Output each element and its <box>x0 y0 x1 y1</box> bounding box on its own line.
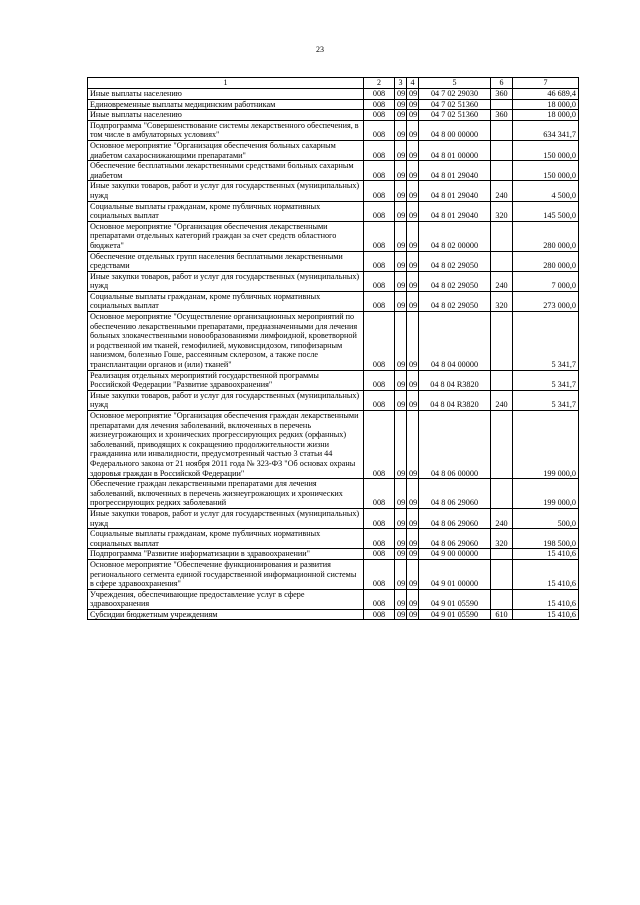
table-row <box>88 508 579 528</box>
expense-type-cell <box>491 549 513 560</box>
row-name-cell: Основное мероприятие "Обеспечение функционирования и развития регионального сегмента единой государственной информационной системы в сфере здравоохранения" <box>88 559 364 589</box>
table-row <box>88 271 579 291</box>
section-code-cell: 09 <box>395 89 407 100</box>
row-name-cell: Подпрограмма "Совершенствование системы лекарственного обеспечения, в том числе в амбулаторных условиях" <box>88 120 364 140</box>
target-article-cell: 04 9 01 00000 <box>419 559 491 589</box>
amount-cell: 150 000,0 <box>513 161 579 181</box>
row-name-cell: Социальные выплаты гражданам, кроме публичных нормативных социальных выплат <box>88 201 364 221</box>
target-article-cell: 04 8 01 29040 <box>419 201 491 221</box>
row-name-cell: Иные закупки товаров, работ и услуг для государственных (муниципальных) нужд <box>88 271 364 291</box>
amount-cell: 7 000,0 <box>513 271 579 291</box>
section-code-cell: 09 <box>395 589 407 609</box>
row-name-cell: Основное мероприятие "Организация обеспечения граждан лекарственными препаратами для лечения заболеваний, включенных в перечень жизнеугрожающих и хронических прогрессирующих редких (орфанных) заболеваний, приводящих к сокращению продолжительности жизни гражданина или инвалидности, предусмотренный частью 3 статьи 44 Федерального закона от 21 ноября 2011 года № 323-ФЗ "Об основах охраны здоровья граждан в Российской Федерации" <box>88 411 364 479</box>
expense-type-cell: 360 <box>491 89 513 100</box>
expense-type-cell: 320 <box>491 529 513 549</box>
section-code-cell: 09 <box>395 529 407 549</box>
ministry-code-cell: 008 <box>364 589 395 609</box>
table-row <box>88 99 579 110</box>
subsection-code-cell: 09 <box>407 479 419 509</box>
target-article-cell: 04 8 00 00000 <box>419 120 491 140</box>
table-row <box>88 609 579 620</box>
target-article-cell: 04 8 01 00000 <box>419 140 491 160</box>
section-code-cell: 09 <box>395 312 407 371</box>
subsection-code-cell: 09 <box>407 390 419 410</box>
expense-type-cell <box>491 120 513 140</box>
section-code-cell: 09 <box>395 99 407 110</box>
amount-cell: 198 500,0 <box>513 529 579 549</box>
table-row <box>88 201 579 221</box>
column-header: 4 <box>407 78 419 89</box>
target-article-cell: 04 8 04 00000 <box>419 312 491 371</box>
table-row <box>88 370 579 390</box>
subsection-code-cell: 09 <box>407 559 419 589</box>
row-name-cell: Подпрограмма "Развитие информатизации в здравоохранении" <box>88 549 364 560</box>
table-row <box>88 251 579 271</box>
ministry-code-cell: 008 <box>364 370 395 390</box>
column-header: 7 <box>513 78 579 89</box>
ministry-code-cell: 008 <box>364 390 395 410</box>
table-row <box>88 110 579 121</box>
ministry-code-cell: 008 <box>364 161 395 181</box>
row-name-cell: Иные выплаты населению <box>88 89 364 100</box>
ministry-code-cell: 008 <box>364 411 395 479</box>
target-article-cell: 04 8 02 00000 <box>419 221 491 251</box>
section-code-cell: 09 <box>395 110 407 121</box>
amount-cell: 500,0 <box>513 508 579 528</box>
target-article-cell: 04 8 01 29040 <box>419 181 491 201</box>
row-name-cell: Иные закупки товаров, работ и услуг для государственных (муниципальных) нужд <box>88 508 364 528</box>
ministry-code-cell: 008 <box>364 89 395 100</box>
target-article-cell: 04 8 06 29060 <box>419 479 491 509</box>
row-name-cell: Социальные выплаты гражданам, кроме публичных нормативных социальных выплат <box>88 291 364 311</box>
amount-cell: 15 410,6 <box>513 559 579 589</box>
expense-type-cell <box>491 559 513 589</box>
amount-cell: 150 000,0 <box>513 140 579 160</box>
target-article-cell: 04 8 02 29050 <box>419 271 491 291</box>
target-article-cell: 04 8 02 29050 <box>419 291 491 311</box>
column-header: 2 <box>364 78 395 89</box>
expense-type-cell <box>491 479 513 509</box>
ministry-code-cell: 008 <box>364 140 395 160</box>
row-name-cell: Основное мероприятие "Организация обеспечения больных сахарным диабетом сахароснижающими препаратами" <box>88 140 364 160</box>
row-name-cell: Реализация отдельных мероприятий государственной программы Российской Федерации "Развитие здравоохранения" <box>88 370 364 390</box>
table-row <box>88 559 579 589</box>
ministry-code-cell: 008 <box>364 479 395 509</box>
table-row <box>88 221 579 251</box>
amount-cell: 15 410,6 <box>513 609 579 620</box>
ministry-code-cell: 008 <box>364 251 395 271</box>
ministry-code-cell: 008 <box>364 110 395 121</box>
ministry-code-cell: 008 <box>364 609 395 620</box>
table-row <box>88 312 579 371</box>
section-code-cell: 09 <box>395 201 407 221</box>
target-article-cell: 04 8 01 29040 <box>419 161 491 181</box>
expense-type-cell: 240 <box>491 390 513 410</box>
target-article-cell: 04 8 02 29050 <box>419 251 491 271</box>
column-header: 6 <box>491 78 513 89</box>
ministry-code-cell: 008 <box>364 549 395 560</box>
amount-cell: 46 689,4 <box>513 89 579 100</box>
row-name-cell: Единовременные выплаты медицинским работникам <box>88 99 364 110</box>
subsection-code-cell: 09 <box>407 201 419 221</box>
expense-type-cell: 610 <box>491 609 513 620</box>
table-row <box>88 181 579 201</box>
amount-cell: 280 000,0 <box>513 251 579 271</box>
ministry-code-cell: 008 <box>364 271 395 291</box>
column-header: 3 <box>395 78 407 89</box>
subsection-code-cell: 09 <box>407 271 419 291</box>
expense-type-cell: 240 <box>491 271 513 291</box>
subsection-code-cell: 09 <box>407 140 419 160</box>
row-name-cell: Обеспечение отдельных групп населения бесплатными лекарственными средствами <box>88 251 364 271</box>
target-article-cell: 04 8 06 00000 <box>419 411 491 479</box>
subsection-code-cell: 09 <box>407 161 419 181</box>
subsection-code-cell: 09 <box>407 312 419 371</box>
ministry-code-cell: 008 <box>364 529 395 549</box>
expense-type-cell <box>491 411 513 479</box>
header-row <box>88 78 579 89</box>
subsection-code-cell: 09 <box>407 529 419 549</box>
section-code-cell: 09 <box>395 161 407 181</box>
section-code-cell: 09 <box>395 549 407 560</box>
section-code-cell: 09 <box>395 559 407 589</box>
row-name-cell: Иные выплаты населению <box>88 110 364 121</box>
section-code-cell: 09 <box>395 140 407 160</box>
subsection-code-cell: 09 <box>407 589 419 609</box>
table-row <box>88 120 579 140</box>
subsection-code-cell: 09 <box>407 370 419 390</box>
table-row <box>88 140 579 160</box>
subsection-code-cell: 09 <box>407 549 419 560</box>
row-name-cell: Иные закупки товаров, работ и услуг для государственных (муниципальных) нужд <box>88 390 364 410</box>
row-name-cell: Субсидии бюджетным учреждениям <box>88 609 364 620</box>
expense-type-cell <box>491 589 513 609</box>
amount-cell: 18 000,0 <box>513 110 579 121</box>
amount-cell: 145 500,0 <box>513 201 579 221</box>
row-name-cell: Обеспечение бесплатными лекарственными средствами больных сахарным диабетом <box>88 161 364 181</box>
expense-type-cell: 240 <box>491 181 513 201</box>
expense-type-cell: 360 <box>491 110 513 121</box>
target-article-cell: 04 7 02 51360 <box>419 110 491 121</box>
expense-type-cell: 320 <box>491 291 513 311</box>
subsection-code-cell: 09 <box>407 181 419 201</box>
expense-type-cell <box>491 251 513 271</box>
amount-cell: 15 410,6 <box>513 549 579 560</box>
amount-cell: 199 000,0 <box>513 411 579 479</box>
ministry-code-cell: 008 <box>364 181 395 201</box>
section-code-cell: 09 <box>395 291 407 311</box>
ministry-code-cell: 008 <box>364 201 395 221</box>
table-row <box>88 291 579 311</box>
target-article-cell: 04 8 06 29060 <box>419 529 491 549</box>
row-name-cell: Иные закупки товаров, работ и услуг для государственных (муниципальных) нужд <box>88 181 364 201</box>
subsection-code-cell: 09 <box>407 609 419 620</box>
target-article-cell: 04 9 01 05590 <box>419 609 491 620</box>
expense-type-cell: 240 <box>491 508 513 528</box>
expense-type-cell <box>491 370 513 390</box>
table-row <box>88 411 579 479</box>
subsection-code-cell: 09 <box>407 251 419 271</box>
ministry-code-cell: 008 <box>364 221 395 251</box>
section-code-cell: 09 <box>395 221 407 251</box>
column-header: 1 <box>88 78 364 89</box>
table-row <box>88 479 579 509</box>
row-name-cell: Основное мероприятие "Осуществление организационных мероприятий по обеспечению лекарственными препаратами, предназначенными для лечения больных злокачественными новообразованиями лимфоидной, кроветворной и родственной им тканей, гемофилией, муковисцидозом, гипофизарным нанизмом, болезнью Гоше, рассеянным склерозом, а также после трансплантации органов и (или) тканей" <box>88 312 364 371</box>
budget-table <box>87 77 579 620</box>
expense-type-cell <box>491 221 513 251</box>
section-code-cell: 09 <box>395 181 407 201</box>
subsection-code-cell: 09 <box>407 110 419 121</box>
amount-cell: 199 000,0 <box>513 479 579 509</box>
expense-type-cell <box>491 140 513 160</box>
amount-cell: 15 410,6 <box>513 589 579 609</box>
row-name-cell: Основное мероприятие "Организация обеспечения лекарственными препаратами отдельных категорий граждан за счет средств областного бюджета" <box>88 221 364 251</box>
ministry-code-cell: 008 <box>364 559 395 589</box>
row-name-cell: Социальные выплаты гражданам, кроме публичных нормативных социальных выплат <box>88 529 364 549</box>
column-header: 5 <box>419 78 491 89</box>
section-code-cell: 09 <box>395 370 407 390</box>
row-name-cell: Обеспечение граждан лекарственными препаратами для лечения заболеваний, включенных в перечень жизнеугрожающих и хронических прогрессирующих редких заболеваний <box>88 479 364 509</box>
table-row <box>88 529 579 549</box>
ministry-code-cell: 008 <box>364 508 395 528</box>
expense-type-cell: 320 <box>491 201 513 221</box>
target-article-cell: 04 7 02 51360 <box>419 99 491 110</box>
target-article-cell: 04 9 01 05590 <box>419 589 491 609</box>
target-article-cell: 04 9 00 00000 <box>419 549 491 560</box>
amount-cell: 5 341,7 <box>513 390 579 410</box>
table-row <box>88 89 579 100</box>
subsection-code-cell: 09 <box>407 221 419 251</box>
amount-cell: 5 341,7 <box>513 370 579 390</box>
section-code-cell: 09 <box>395 390 407 410</box>
section-code-cell: 09 <box>395 609 407 620</box>
section-code-cell: 09 <box>395 508 407 528</box>
expense-type-cell <box>491 312 513 371</box>
target-article-cell: 04 8 06 29060 <box>419 508 491 528</box>
table-row <box>88 549 579 560</box>
subsection-code-cell: 09 <box>407 508 419 528</box>
subsection-code-cell: 09 <box>407 99 419 110</box>
section-code-cell: 09 <box>395 120 407 140</box>
amount-cell: 273 000,0 <box>513 291 579 311</box>
expense-type-cell <box>491 99 513 110</box>
section-code-cell: 09 <box>395 479 407 509</box>
table-row <box>88 589 579 609</box>
ministry-code-cell: 008 <box>364 99 395 110</box>
amount-cell: 280 000,0 <box>513 221 579 251</box>
amount-cell: 4 500,0 <box>513 181 579 201</box>
table-row <box>88 161 579 181</box>
subsection-code-cell: 09 <box>407 120 419 140</box>
subsection-code-cell: 09 <box>407 291 419 311</box>
expense-type-cell <box>491 161 513 181</box>
amount-cell: 634 341,7 <box>513 120 579 140</box>
page-number: 23 <box>316 45 324 54</box>
section-code-cell: 09 <box>395 411 407 479</box>
subsection-code-cell: 09 <box>407 411 419 479</box>
ministry-code-cell: 008 <box>364 120 395 140</box>
amount-cell: 5 341,7 <box>513 312 579 371</box>
row-name-cell: Учреждения, обеспечивающие предоставление услуг в сфере здравоохранения <box>88 589 364 609</box>
ministry-code-cell: 008 <box>364 291 395 311</box>
subsection-code-cell: 09 <box>407 89 419 100</box>
target-article-cell: 04 8 04 R3820 <box>419 370 491 390</box>
target-article-cell: 04 7 02 29030 <box>419 89 491 100</box>
target-article-cell: 04 8 04 R3820 <box>419 390 491 410</box>
section-code-cell: 09 <box>395 251 407 271</box>
amount-cell: 18 000,0 <box>513 99 579 110</box>
ministry-code-cell: 008 <box>364 312 395 371</box>
table-row <box>88 390 579 410</box>
section-code-cell: 09 <box>395 271 407 291</box>
